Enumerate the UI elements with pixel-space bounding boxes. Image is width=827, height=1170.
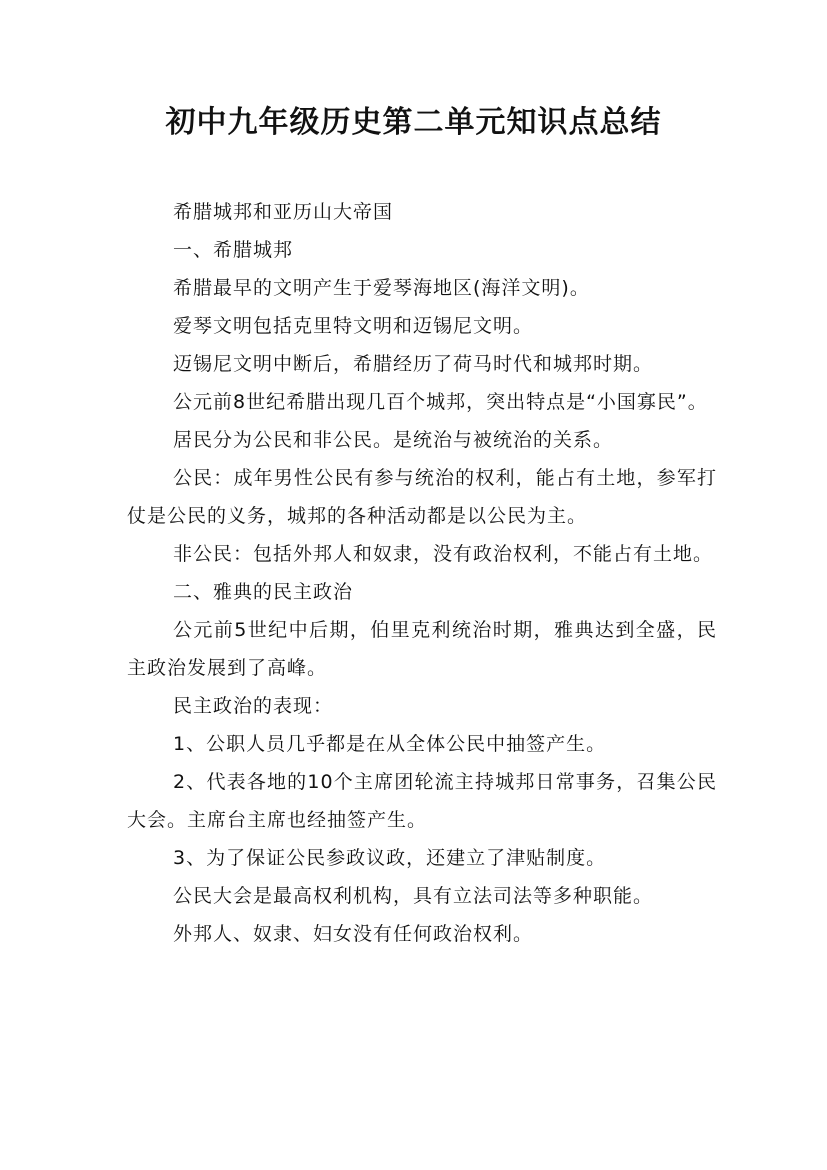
paragraph-14: 2、代表各地的10个主席团轮流主持城邦日常事务，召集公民大会。主席台主席也经抽签产生。 xyxy=(127,771,717,831)
paragraph-2: 一、希腊城邦 xyxy=(173,239,294,261)
paragraph-3: 希腊最早的文明产生于爱琴海地区(海洋文明)。 xyxy=(173,277,590,299)
paragraph-13: 1、公职人员几乎都是在从全体公民中抽签产生。 xyxy=(173,733,607,755)
document-body xyxy=(127,193,717,953)
paragraph-1: 希腊城邦和亚历山大帝国 xyxy=(173,201,394,223)
paragraph-9: 非公民：包括外邦人和奴隶，没有政治权利，不能占有土地。 xyxy=(173,543,714,565)
paragraph-17: 外邦人、奴隶、妇女没有任何政治权利。 xyxy=(173,923,534,945)
paragraph-11: 公元前5世纪中后期，伯里克利统治时期，雅典达到全盛，民主政治发展到了高峰。 xyxy=(127,619,717,679)
paragraph-15: 3、为了保证公民参政议政，还建立了津贴制度。 xyxy=(173,847,607,869)
paragraph-5: 迈锡尼文明中断后，希腊经历了荷马时代和城邦时期。 xyxy=(173,353,654,375)
paragraph-4: 爱琴文明包括克里特文明和迈锡尼文明。 xyxy=(173,315,534,337)
paragraph-7: 居民分为公民和非公民。是统治与被统治的关系。 xyxy=(173,429,614,451)
document-title: 初中九年级历史第二单元知识点总结 xyxy=(165,105,662,140)
paragraph-10: 二、雅典的民主政治 xyxy=(173,581,354,603)
paragraph-6: 公元前8世纪希腊出现几百个城邦，突出特点是“小国寡民”。 xyxy=(173,391,708,413)
paragraph-8: 公民：成年男性公民有参与统治的权利，能占有土地，参军打仗是公民的义务，城邦的各种活动都是以公民为主。 xyxy=(127,467,717,527)
paragraph-12: 民主政治的表现： xyxy=(173,695,334,717)
paragraph-16: 公民大会是最高权利机构，具有立法司法等多种职能。 xyxy=(173,885,654,907)
